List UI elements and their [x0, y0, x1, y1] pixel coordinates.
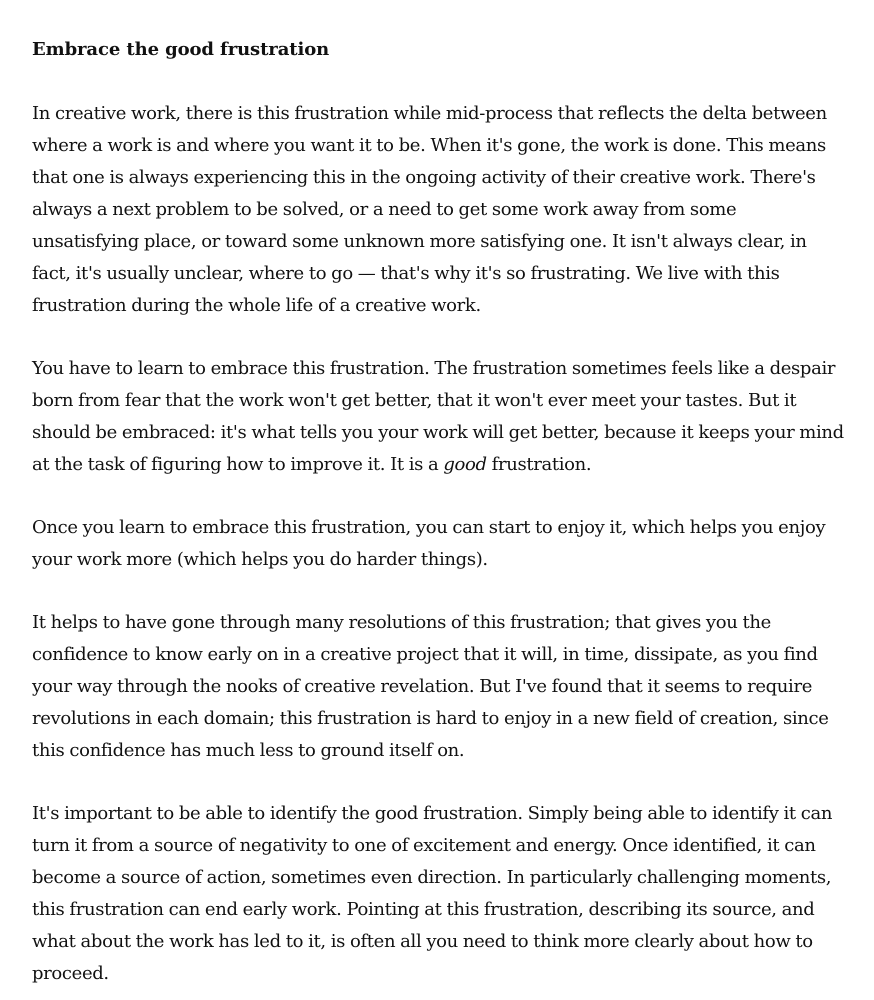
paragraph-3: Once you learn to embrace this frustration, you can start to enjoy it, which helps you enjoy your work more (which helps you do harder things). — [32, 517, 826, 570]
paragraph-2-emphasis: good — [443, 454, 487, 475]
article-title: Embrace the good frustration — [32, 39, 330, 60]
paragraph-2-text-before: You have to learn to embrace this frustration. The frustration sometimes feels like a despair born from fear that the work won't get better, that it won't ever meet your tastes. But it should be embraced: it's what tells you your work will get better, because it keeps your mind at the task of figuring how to improve it. It is a — [32, 358, 844, 475]
paragraph-1: In creative work, there is this frustration while mid-process that reflects the delta between where a work is and where you want it to be. When it's gone, the work is done. This means that one is always experiencing this in the ongoing activity of their creative work. There's always a next problem to be solved, or a need to get some work away from some unsatisfying place, or toward some unknown more satisfying one. It isn't always clear, in fact, it's usually unclear, where to go — that's why it's so frustrating. We live with this frustration during the whole life of a creative work. — [32, 103, 827, 316]
paragraph-5: It's important to be able to identify the good frustration. Simply being able to identify it can turn it from a source of negativity to one of excitement and energy. Once identified, it can become a source of action, sometimes even direction. In particularly challenging moments, this frustration can end early work. Pointing at this frustration, describing its source, and what about the work has led to it, is often all you need to think more clearly about how to proceed. — [32, 803, 833, 984]
paragraph-2-text-after: frustration. — [486, 454, 592, 475]
paragraph-4: It helps to have gone through many resolutions of this frustration; that gives you the confidence to know early on in a creative project that it will, in time, dissipate, as you find your way through the nooks of creative revelation. But I've found that it seems to require revolutions in each domain; this frustration is hard to enjoy in a new field of creation, since this confidence has much less to ground itself on. — [32, 612, 829, 761]
paragraph-2 — [32, 353, 844, 481]
